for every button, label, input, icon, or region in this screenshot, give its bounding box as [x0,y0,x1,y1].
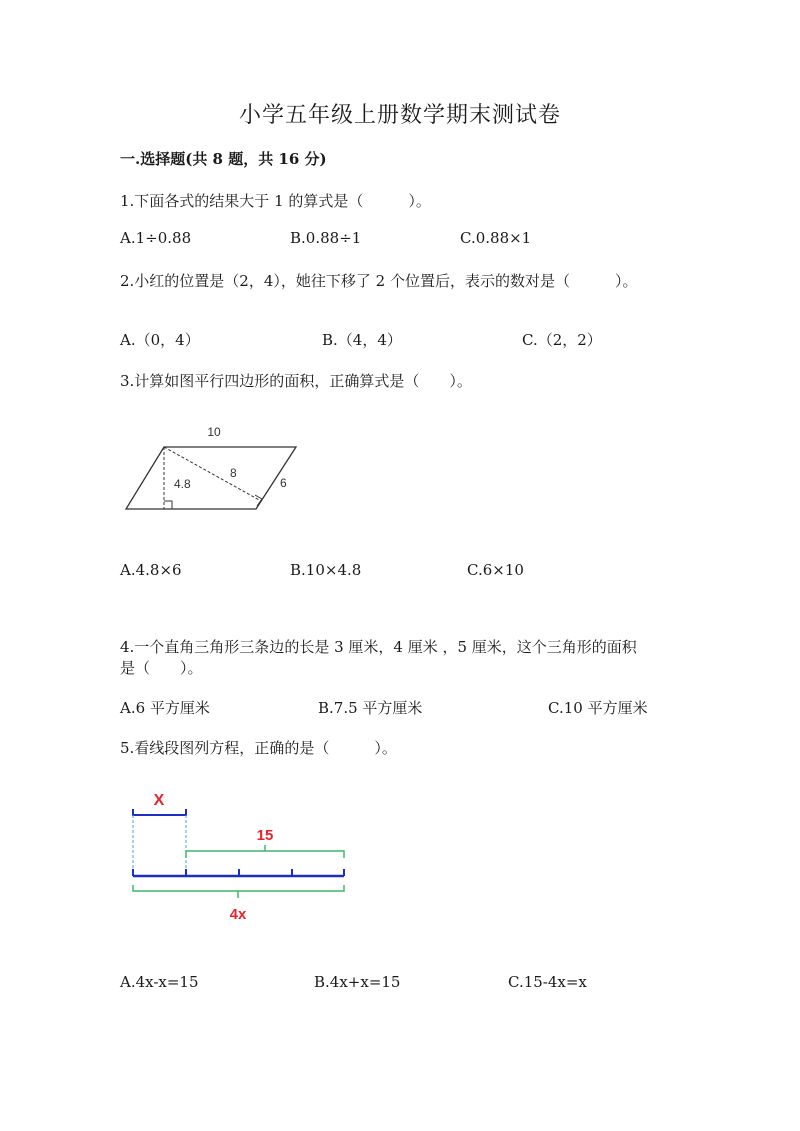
question-4-line2: 是（ ）。 [120,659,203,677]
q3-option-c[interactable]: C.6×10 [467,561,524,579]
x-bracket [133,809,186,815]
diagonal-line [164,447,261,501]
q2-option-a[interactable]: A.（0，4） [120,331,200,349]
q1-option-c[interactable]: C.0.88×1 [460,229,532,247]
fifteen-label: 15 [256,827,274,844]
question-1: 1.下面各式的结果大于 1 的算式是（ ）。 [120,192,431,210]
q3-option-b[interactable]: B.10×4.8 [290,561,362,579]
question-3: 3.计算如图平行四边形的面积，正确算式是（ ）。 [120,372,472,390]
right-angle-mark-side [255,495,262,506]
q1-option-b[interactable]: B.0.88÷1 [290,229,362,247]
label-height: 4.8 [174,477,191,491]
fifteen-bracket [186,851,344,858]
parallelogram-figure [120,415,310,520]
q1-option-a[interactable]: A.1÷0.88 [120,229,192,247]
x-label: X [153,792,165,809]
q5-option-c[interactable]: C.15-4x=x [508,973,587,991]
question-2: 2.小红的位置是（2，4），她往下移了 2 个位置后，表示的数对是（ ）。 [120,272,638,290]
q5-option-a[interactable]: A.4x-x=15 [120,973,199,991]
q3-option-a[interactable]: A.4.8×6 [120,561,182,579]
total-label: 4x [229,906,247,923]
page-title: 小学五年级上册数学期末测试卷 [238,103,561,128]
parallelogram-shape [126,447,296,509]
question-4-line1: 4.一个直角三角形三条边的长是 3 厘米，4 厘米 ，5 厘米，这个三角形的面积 [120,638,637,656]
q5-option-b[interactable]: B.4x+x=15 [314,973,401,991]
label-diagonal: 8 [230,466,237,480]
q4-option-b[interactable]: B.7.5 平方厘米 [318,699,423,717]
q4-option-a[interactable]: A.6 平方厘米 [120,699,210,717]
label-top: 10 [207,425,221,439]
total-bracket [133,885,344,891]
section-heading: 一.选择题(共 8 题，共 16 分) [120,150,327,168]
question-5: 5.看线段图列方程，正确的是（ ）。 [120,739,397,757]
label-side: 6 [280,476,287,490]
line-segment-figure [120,785,360,935]
q4-option-c[interactable]: C.10 平方厘米 [548,699,648,717]
q2-option-b[interactable]: B.（4，4） [322,331,402,349]
right-angle-mark [164,501,172,509]
q2-option-c[interactable]: C.（2，2） [522,331,602,349]
